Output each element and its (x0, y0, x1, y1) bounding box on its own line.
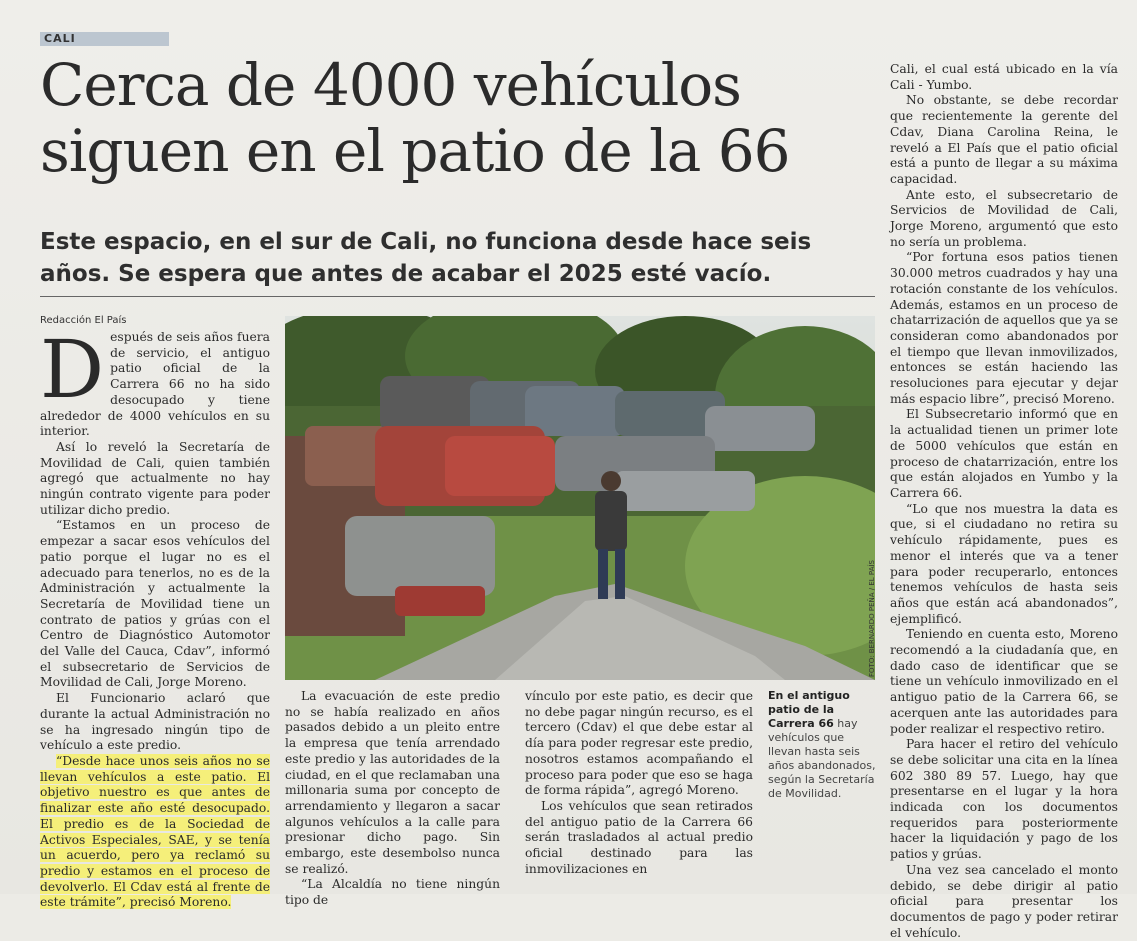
photo-credit: FOTO: BERNARDO PEÑA / EL PAÍS (868, 560, 876, 677)
paragraph: Cali, el cual está ubicado en la vía Cali - Yumbo. (890, 62, 1118, 92)
junkyard-photo-illustration (285, 316, 875, 680)
article-column-2 (285, 689, 500, 909)
paragraph: El Funcionario aclaró que durante la actual Administración no se ha ingresado ningún tipo de vehículo a este predio. (40, 691, 270, 753)
divider-rule (40, 296, 875, 297)
paragraph: “Lo que nos muestra la data es que, si el ciudadano no retira su vehículo rápidamente, pues es menor el interés que va a tener para poder recuperarlo, entonces tenemos vehículos de hasta seis años que están acá abandonados”, ejemplificó. (890, 501, 1118, 626)
article-photo (285, 316, 875, 680)
paragraph: El Subsecretario informó que en la actualidad tienen un primer lote de 5000 vehículos que están en proceso de chatarrización, entre los que están alojados en Yumbo y la Carrera 66. (890, 407, 1118, 500)
paragraph: “Por fortuna esos patios tienen 30.000 metros cuadrados y hay una rotación constante de los vehículos. Además, estamos en un proceso de chatarrización de aquellos que ya se consideran como abandonados por el tiempo que llevan inmovilizados, entonces se están haciendo las resoluciones para ejecutar y dejar más espacio libre”, precisó Moreno. (890, 250, 1118, 406)
paragraph: Así lo reveló la Secretaría de Movilidad de Cali, quien también agregó que actualmente no hay ningún contrato vigente para poder utilizar dicho predio. (40, 439, 270, 517)
article-column-4 (890, 62, 1118, 941)
paragraph: Ante esto, el subsecretario de Servicios de Movilidad de Cali, Jorge Moreno, argumentó que esto no sería un problema. (890, 187, 1118, 249)
article-subheadline: Este espacio, en el sur de Cali, no funciona desde hace seis años. Se espera que antes de acabar el 2025 esté vacío. (40, 229, 812, 287)
paragraph: No obstante, se debe recordar que recientemente la gerente del Cdav, Diana Carolina Reina, le reveló a El País que el patio oficial está a punto de llegar a su máxima capacidad. (890, 93, 1118, 186)
paragraph: “Estamos en un proceso de empezar a sacar esos vehículos del patio porque el lugar no es el adecuado para tenerlos, no es de la Administración y actualmente la Secretaría de Movilidad tiene un contrato de patios y grúas con el Centro de Diagnóstico Automotor del Valle del Cauca, Cdav”, informó el subsecretario de Servicios de Movilidad de Cali, Jorge Moreno. (40, 518, 270, 690)
paragraph: Una vez sea cancelado el monto debido, se debe dirigir al patio oficial para presentar los documentos de pago y poder retirar el vehículo. (890, 862, 1118, 940)
paragraph: La evacuación de este predio no se había realizado en años pasados debido a un pleito entre la empresa que tenía arrendado este predio y las autoridades de la ciudad, en el que reclamaban una millonaria suma por concepto de arrendamiento y llegaron a sacar algunos vehículos a la calle para presionar dicho pago. Sin embargo, este desembolso nunca se realizó. (285, 689, 500, 876)
paragraph: Para hacer el retiro del vehículo se debe solicitar una cita en la línea 602 380 89 57. Luego, hay que presentarse en el lugar y la hora indicada con los documentos requeridos para posteriormente hacer la liquidación y pago de los patios y grúas. (890, 737, 1118, 862)
paragraph: Teniendo en cuenta esto, Moreno recomendó a la ciudadanía que, en dado caso de identificar que se tiene un vehículo inmovilizado en el antiguo patio de la Carrera 66, se acerquen ante las autoridades para poder realizar el respectivo retiro. (890, 627, 1118, 736)
paragraph: Los vehículos que sean retirados del antiguo patio de la Carrera 66 serán trasladados al actual predio oficial destinado para las inmovilizaciones en (525, 798, 753, 876)
byline: Redacción El País (40, 315, 127, 326)
highlighted-quote: “Desde hace unos seis años no se llevan vehículos a este patio. El objetivo nuestro es que antes de finalizar este año esté desocupado. El predio es de la Sociedad de Activos Especiales, SAE, y se tenía un acuerdo, pero ya reclamó su predio y estamos en el proceso de devolverlo. El Cdav está al frente de este trámite”, precisó Moreno. (40, 753, 270, 910)
article-headline: Cerca de 4000 vehículos siguen en el patio de la 66 (40, 51, 790, 185)
drop-cap: D (40, 323, 105, 416)
paragraph: vínculo por este patio, es decir que no debe pagar ningún recurso, es el tercero (Cdav) el que debe estar al día para poder regresar este predio, nosotros estamos acompañando el proceso para poder que eso se haga de forma rápida”, agregó Moreno. (525, 689, 753, 798)
article-column-3 (525, 689, 753, 877)
photo-caption: En el antiguo patio de la Carrera 66 hay vehículos que llevan hasta seis años abandonados, según la Secretaría de Movilidad. (768, 689, 876, 800)
paragraph: “La Alcaldía no tiene ningún tipo de (285, 877, 500, 908)
article-column-1 (40, 323, 270, 911)
section-label: CALI (40, 32, 169, 46)
lead-paragraph: Después de seis años fuera de servicio, el antiguo patio oficial de la Carrera 66 no ha sido desocupado y tiene alrededor de 4000 vehículos en su interior. (40, 323, 270, 439)
